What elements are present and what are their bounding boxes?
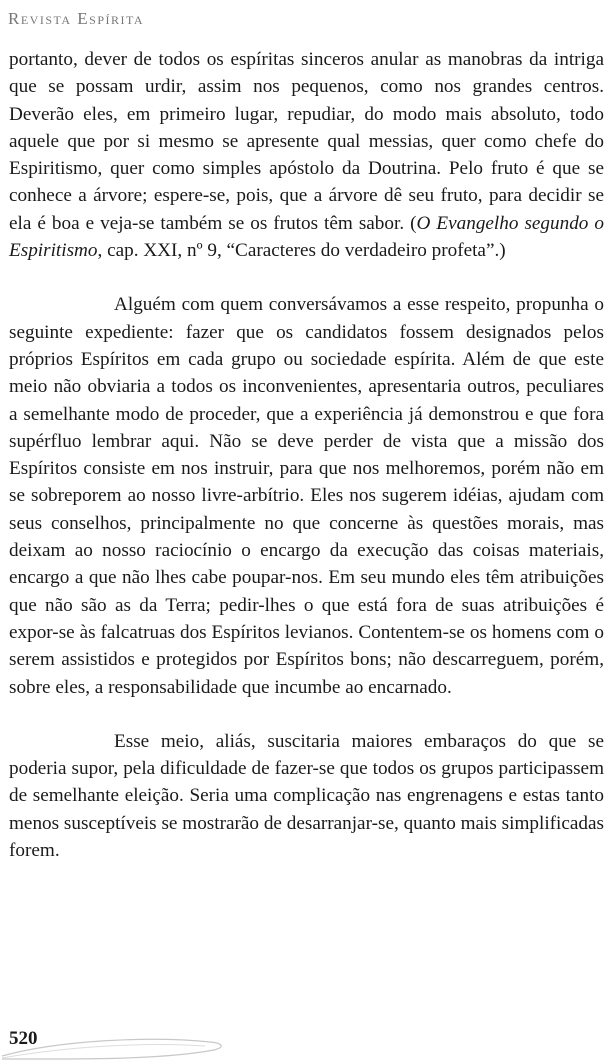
paragraph-1-text-b: , cap. XXI, nº 9, “Caracteres do verdadeiro profeta”.) <box>97 240 506 262</box>
paragraph-1 <box>9 46 604 264</box>
paragraph-3: Esse meio, aliás, suscitaria maiores embaraços do que se poderia supor, pela dificuldade de fazer-se que todos os grupos participassem de semelhante eleição. Seria uma complicação nas engrenagens e estas tanto menos susceptíveis se mostrarão de desarranjar-se, quanto mais simplificadas forem. <box>9 730 604 862</box>
body-text <box>9 46 604 864</box>
paragraph-2: Alguém com quem conversávamos a esse respeito, propunha o seguinte expediente: fazer que os candidatos fossem designados pelos próprios Espíritos em cada grupo ou sociedade espírita. Além de que este meio não obviaria a todos os inconvenientes, apresentaria outros, peculiares a semelhante modo de proceder, que a experiência já demonstrou e que fora supérfluo lembrar aqui. Não se deve perder de vista que a missão dos Espíritos consiste em nos instruir, para que nos melhoremos, porém não em se sobreporem ao nosso livre-arbítrio. Eles nos sugerem idéias, ajudam com seus conselhos, principalmente no que concerne às questões morais, mas deixam ao nosso raciocínio o encargo da execução das coisas materiais, encargo a que não lhes cabe poupar-nos. Em seu mundo eles têm atribuições que não são as da Terra; pedir-lhes o que está fora de suas atribuições é expor-se às falcatruas dos Espíritos levianos. Contentem-se os homens com o serem assistidos e protegidos por Espíritos bons; não descarreguem, porém, sobre eles, a responsabilidade que incumbe ao encarnado. <box>9 294 604 698</box>
paragraph-1-text-a: portanto, dever de todos os espíritas sinceros anular as manobras da intriga que se possam urdir, assim nos pequenos, como nos grandes centros. Deverão eles, em primeiro lugar, repudiar, do modo mais absoluto, todo aquele que por si mesmo se apresente qual messias, quer como chefe do Espiritismo, quer como simples apóstolo da Doutrina. Pelo fruto é que se conhece a árvore; espere-se, pois, que a árvore dê seu fruto, para decidir se ela é boa e veja-se também se os frutos têm sabor. ( <box>9 49 604 234</box>
running-head: Revista Espírita <box>8 9 145 28</box>
page-number: 520 <box>9 1028 38 1049</box>
book-title-italic: O Evangelho segundo o Espiritismo <box>9 212 604 262</box>
